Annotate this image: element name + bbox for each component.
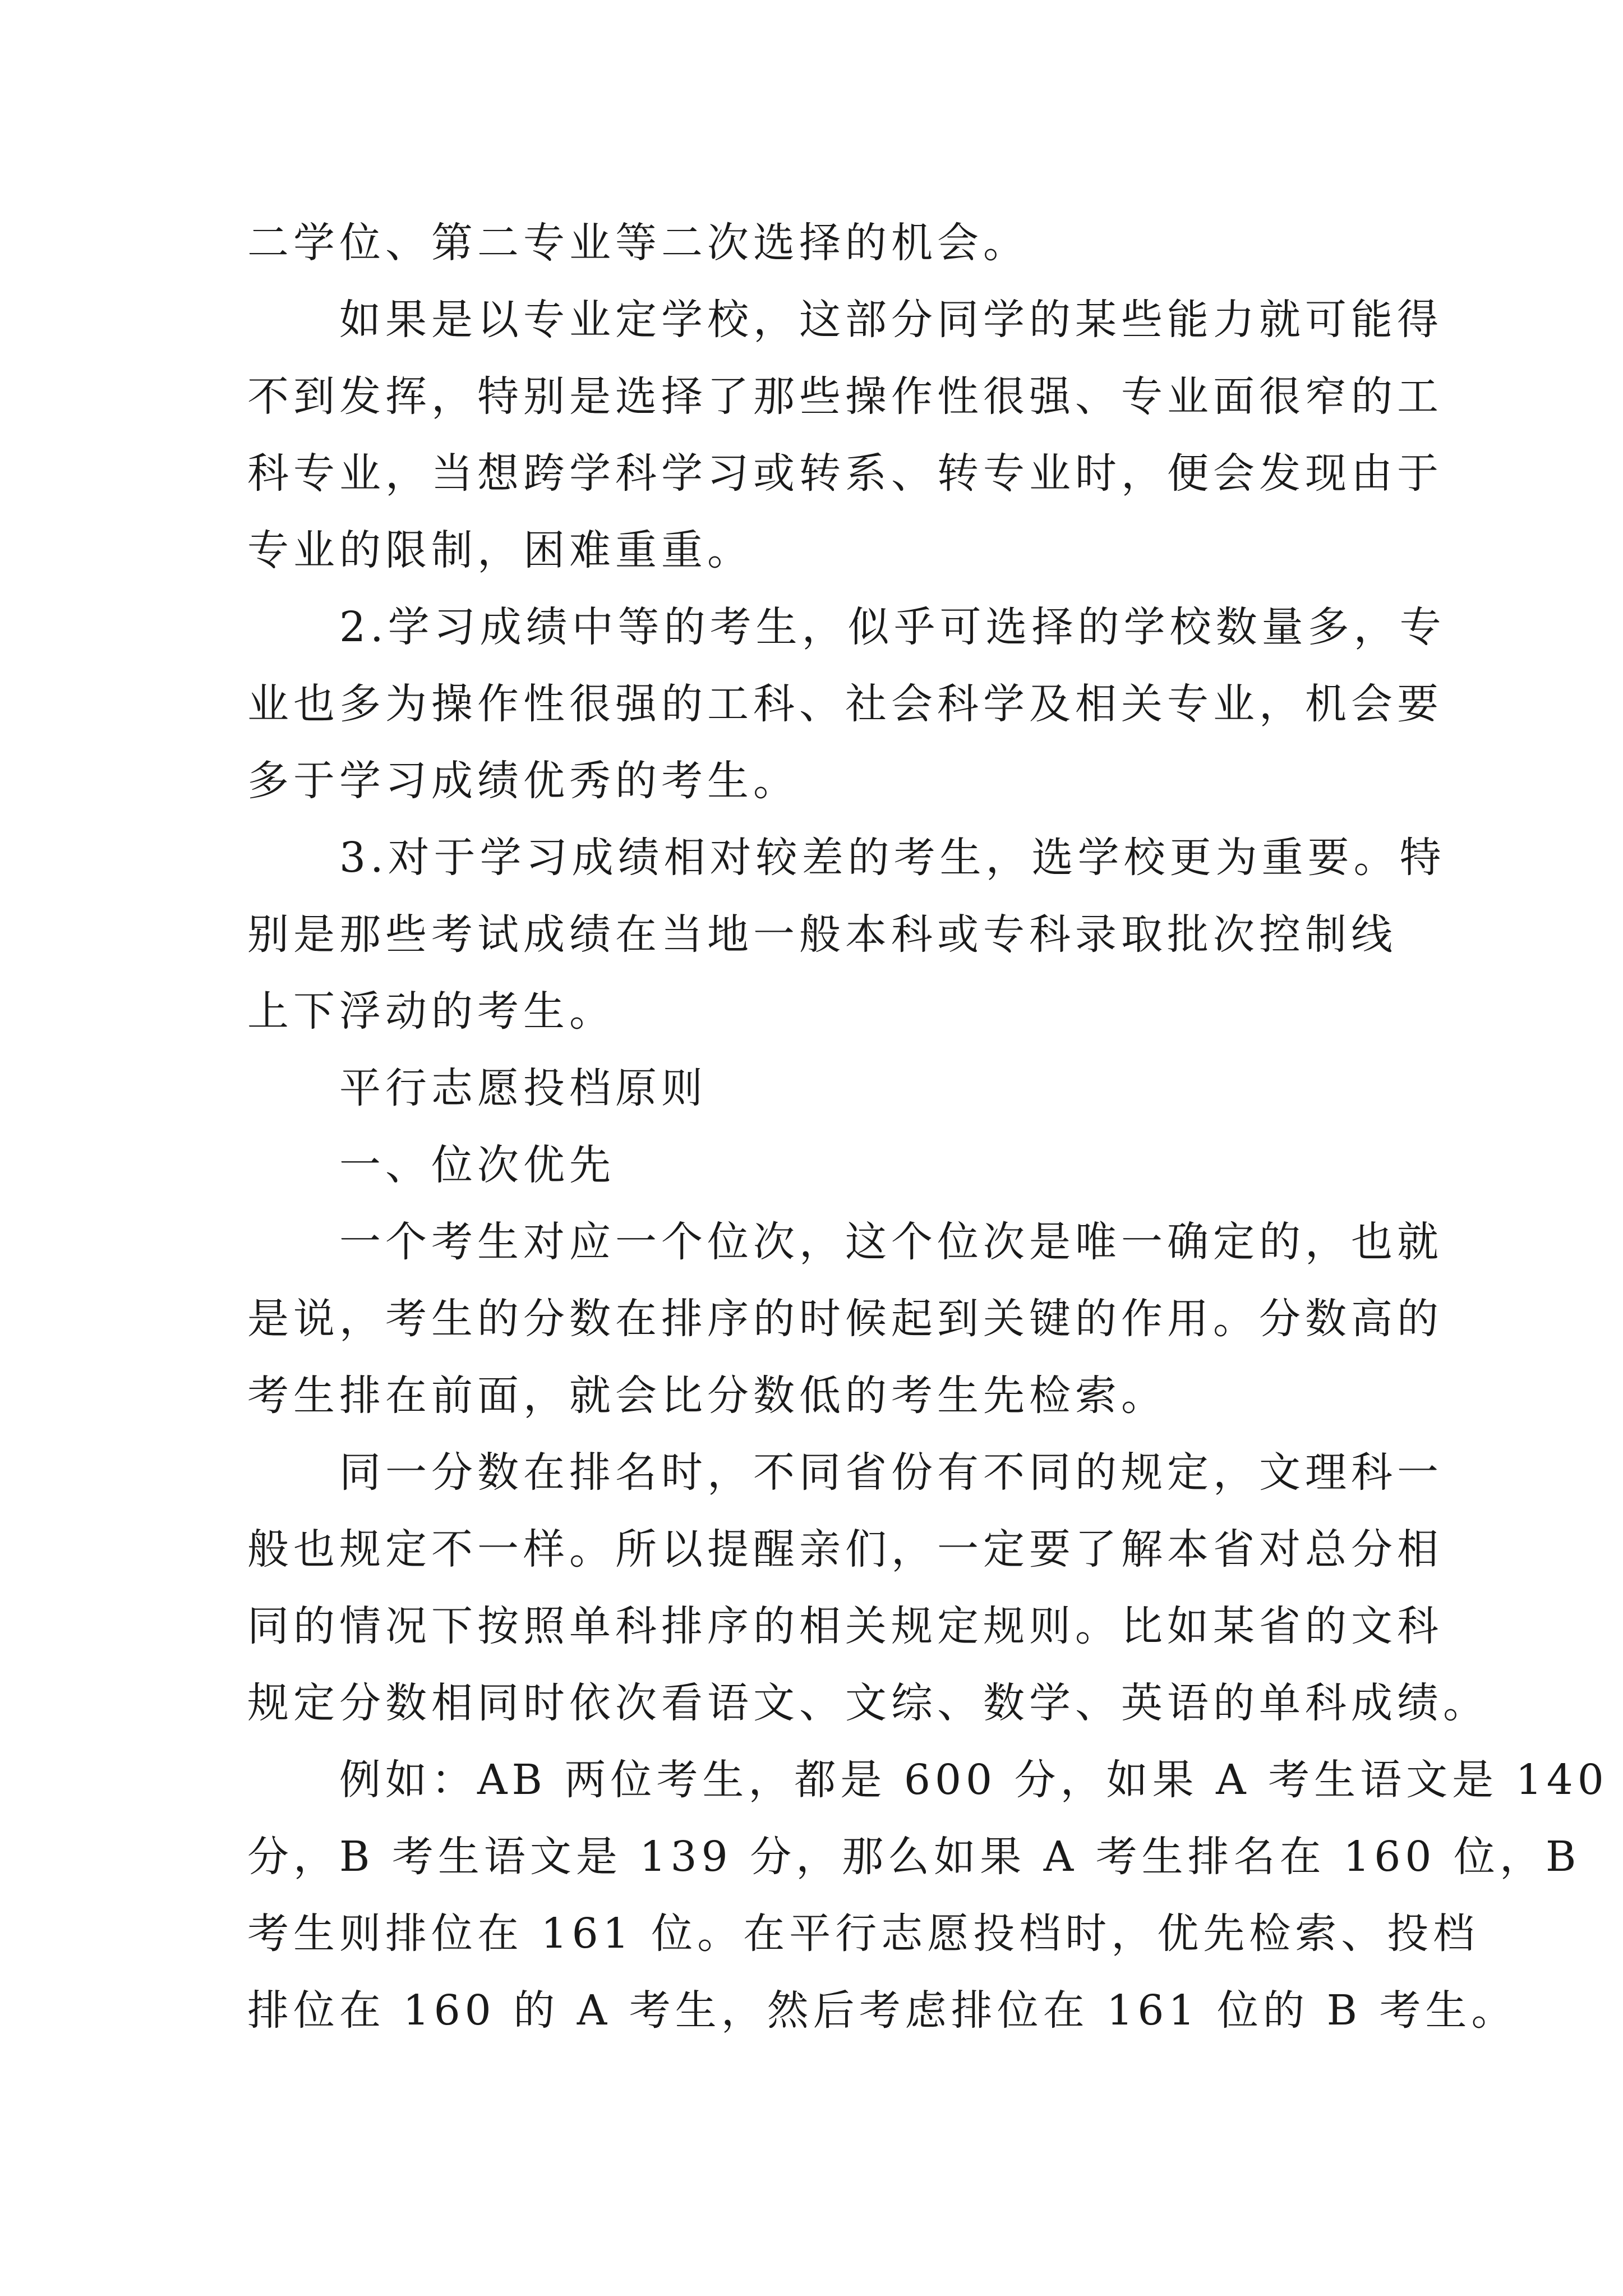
text-line: 是说，考生的分数在排序的时候起到关键的作用。分数高的 [247, 1295, 1443, 1343]
text-line: 如果是以专业定学校，这部分同学的某些能力就可能得 [339, 296, 1443, 344]
document-body [247, 205, 1608, 2049]
paragraph-example [247, 1742, 1608, 2049]
text-line: 考生排在前面，就会比分数低的考生先检索。 [247, 1372, 1167, 1420]
paragraph-intro-tail [247, 205, 1386, 282]
text-line: 二学位、第二专业等二次选择的机会。 [247, 219, 1029, 267]
text-line: 分，B 考生语文是 139 分，那么如果 A 考生排名在 160 位，B [247, 1833, 1581, 1881]
text-line: 不到发挥，特别是选择了那些操作性很强、专业面很窄的工 [247, 372, 1443, 421]
paragraph-item-2 [247, 589, 1446, 820]
paragraph-same-score [247, 1434, 1489, 1742]
subsection-heading [247, 1127, 1386, 1204]
text-line: 排位在 160 的 A 考生，然后考虑排位在 161 位的 B 考生。 [247, 1986, 1518, 2035]
text-line: 别是那些考试成绩在当地一般本科或专科录取批次控制线 [247, 910, 1397, 959]
text-line: 般也规定不一样。所以提醒亲们，一定要了解本省对总分相 [247, 1525, 1443, 1573]
text-line: 同的情况下按照单科排序的相关规定规则。比如某省的文科 [247, 1602, 1443, 1650]
heading-line: 一、位次优先 [339, 1141, 615, 1189]
text-line: 同一分数在排名时，不同省份有不同的规定，文理科一 [339, 1448, 1443, 1497]
text-line: 考生则排位在 161 位。在平行志愿投档时，优先检索、投档 [247, 1910, 1479, 1958]
text-line: 3.对于学习成绩相对较差的考生，选学校更为重要。特 [339, 834, 1446, 882]
text-line: 业也多为操作性很强的工科、社会科学及相关专业，机会要 [247, 680, 1443, 728]
text-line: 2.学习成绩中等的考生，似乎可选择的学校数量多，专 [339, 603, 1446, 651]
text-line: 科专业，当想跨学科学习或转系、转专业时，便会发现由于 [247, 449, 1443, 498]
text-line: 规定分数相同时依次看语文、文综、数学、英语的单科成绩。 [247, 1679, 1489, 1727]
paragraph-rank-unique [247, 1204, 1443, 1434]
paragraph-major-first [247, 282, 1443, 589]
text-line: 多于学习成绩优秀的考生。 [247, 757, 799, 805]
text-line: 上下浮动的考生。 [247, 987, 615, 1036]
text-line: 专业的限制，困难重重。 [247, 526, 753, 574]
heading-line: 平行志愿投档原则 [339, 1064, 707, 1112]
paragraph-item-3 [247, 820, 1446, 1050]
text-line: 例如：AB 两位考生，都是 600 分，如果 A 考生语文是 140 [339, 1756, 1608, 1804]
text-line: 一个考生对应一个位次，这个位次是唯一确定的，也就 [339, 1218, 1443, 1266]
section-heading [247, 1050, 1386, 1127]
